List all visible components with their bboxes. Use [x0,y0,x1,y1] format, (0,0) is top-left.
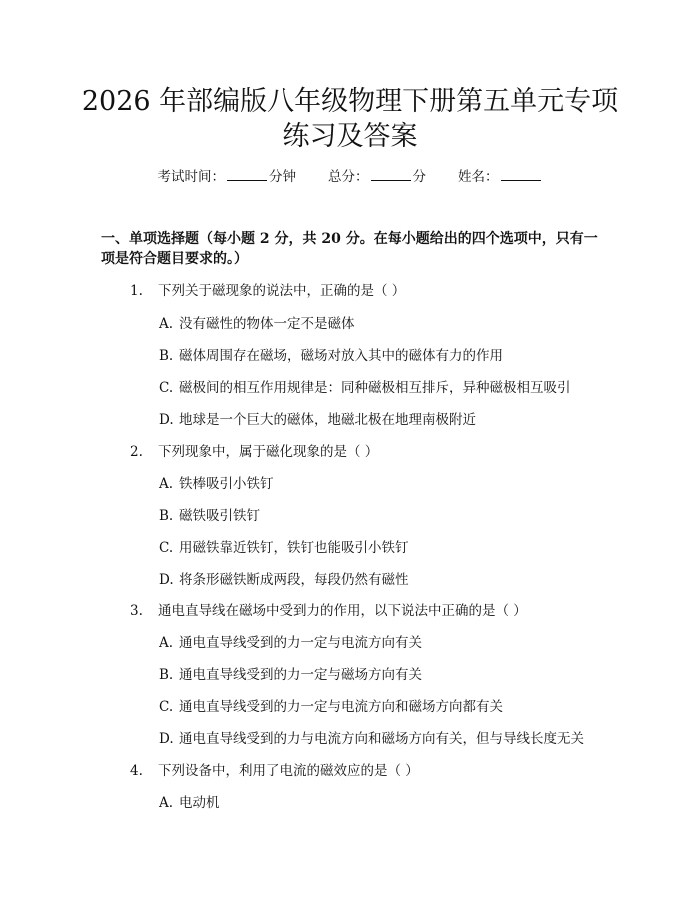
exam-info-row [0,166,700,187]
question-4-option-a [159,793,220,813]
option-text: 通电直导线受到的力一定与电流方向有关 [179,635,422,651]
question-stem: 下列关于磁现象的说法中，正确的是（ ） [158,283,406,299]
option-letter: B. [159,667,174,683]
total-score-unit: 分 [412,169,426,185]
option-text: 通电直导线受到的力与电流方向和磁场方向有关，但与导线长度无关 [179,731,584,747]
option-letter: B. [159,348,174,364]
question-1-option-c [159,378,571,398]
question-number: 4. [130,763,143,779]
exam-time-group [158,166,297,187]
question-3 [130,601,527,621]
student-name-group [458,166,543,187]
total-score-label: 总分： [328,169,369,185]
question-2-option-a [159,474,274,494]
exam-time-blank [227,166,267,181]
question-stem: 下列现象中，属于磁化现象的是（ ） [158,444,379,460]
question-4 [130,761,419,781]
question-1-option-a [159,314,355,334]
student-name-label: 姓名： [458,169,499,185]
option-letter: A. [159,635,174,651]
option-letter: A. [159,316,174,332]
exam-time-unit: 分钟 [269,169,296,185]
question-3-option-c [159,697,503,717]
option-letter: A. [159,795,174,811]
question-2-option-d [159,570,409,590]
option-text: 通电直导线受到的力一定与电流方向和磁场方向都有关 [179,699,503,715]
option-text: 通电直导线受到的力一定与磁场方向有关 [179,667,422,683]
option-letter: C. [159,380,174,396]
option-text: 将条形磁铁断成两段，每段仍然有磁性 [179,572,409,588]
question-1 [130,281,405,301]
question-stem: 下列设备中，利用了电流的磁效应的是（ ） [158,763,419,779]
question-number: 3. [130,603,143,619]
total-score-group [328,166,426,187]
document-title-line-2: 练习及答案 [282,121,418,152]
exam-time-label: 考试时间： [157,169,225,185]
option-text: 电动机 [179,795,220,811]
option-text: 地球是一个巨大的磁体，地磁北极在地理南极附近 [179,412,476,428]
option-text: 铁棒吸引小铁钉 [179,476,274,492]
question-2-option-b [159,506,260,526]
student-name-blank [501,166,541,181]
question-3-option-d [159,729,584,749]
question-number: 2. [130,444,143,460]
document-title-line-1: 2026 年部编版八年级物理下册第五单元专项 [81,86,619,117]
option-letter: D. [159,412,174,428]
question-stem: 通电直导线在磁场中受到力的作用，以下说法中正确的是（ ） [158,603,527,619]
question-number: 1. [130,283,143,299]
option-letter: C. [159,699,174,715]
option-text: 没有磁性的物体一定不是磁体 [179,316,355,332]
option-text: 用磁铁靠近铁钉，铁钉也能吸引小铁钉 [179,540,409,556]
question-1-option-d [159,410,476,430]
question-3-option-a [159,633,422,653]
total-score-blank [371,166,411,181]
question-3-option-b [159,665,422,685]
question-1-option-b [159,346,503,366]
question-2-option-c [159,538,409,558]
option-text: 磁铁吸引铁钉 [179,508,260,524]
section-heading: 一、单项选择题（每小题 2 分，共 20 分。在每小题给出的四个选项中，只有一项是符合题目要求的。） [101,231,598,267]
option-text: 磁极间的相互作用规律是：同种磁极相互排斥，异种磁极相互吸引 [179,380,571,396]
question-2 [130,442,378,462]
option-letter: C. [159,540,174,556]
option-text: 磁体周围存在磁场，磁场对放入其中的磁体有力的作用 [179,348,503,364]
option-letter: D. [159,572,174,588]
option-letter: B. [159,508,174,524]
option-letter: A. [159,476,174,492]
option-letter: D. [159,731,174,747]
